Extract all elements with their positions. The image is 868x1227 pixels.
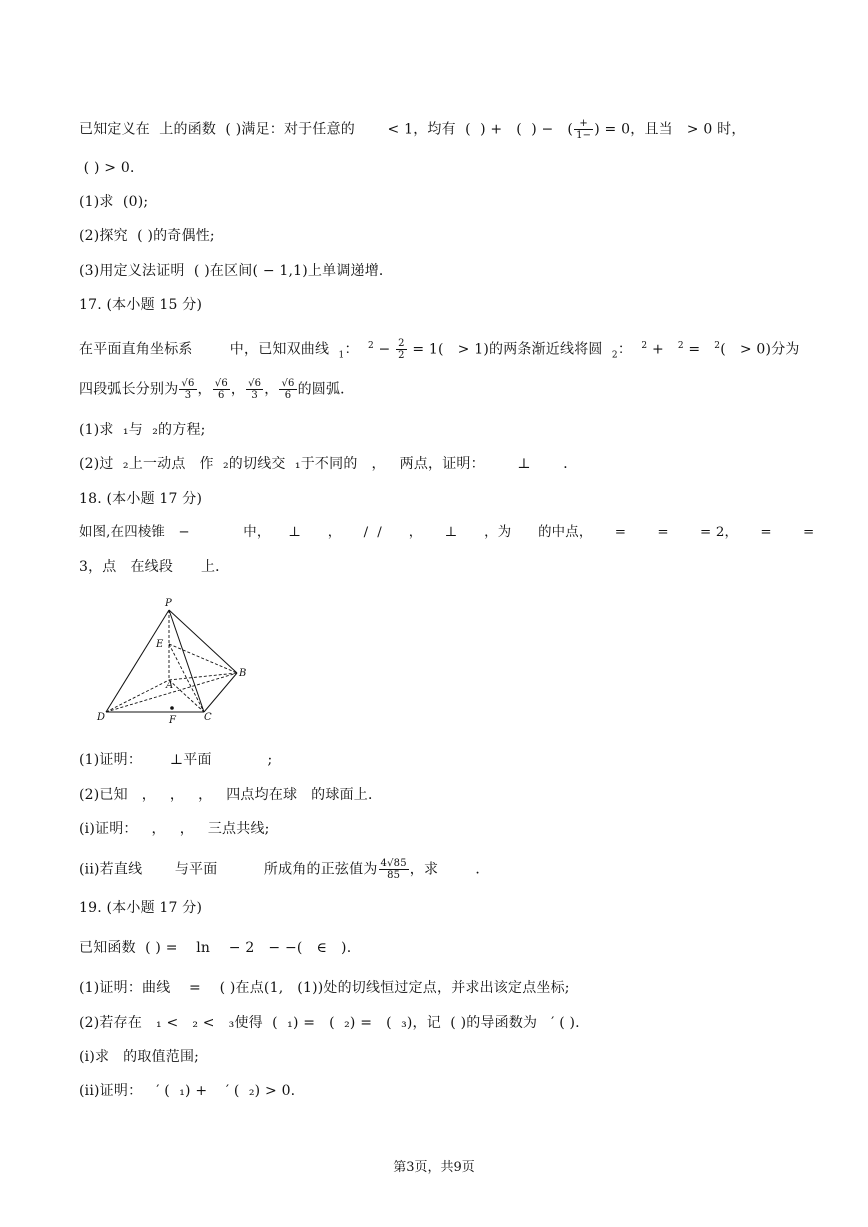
p17-line1-f: + (647, 341, 678, 358)
arc-3-num: √6 (248, 378, 262, 389)
p17-arc-fraction-1 (179, 378, 196, 401)
p19-question-1: (1)证明：曲线 = ( )在点(1, (1))处的切线恒过定点，并求出该定点坐标; (79, 980, 570, 996)
pyramid-figure (92, 596, 252, 731)
p17-line1 (79, 336, 800, 365)
p17-sup-3: 2 (677, 341, 684, 351)
p17-line1-e: ： (617, 341, 642, 358)
p16-fraction (574, 118, 593, 141)
p16-question-2: (2)探究 ( )的奇偶性; (79, 228, 215, 244)
p17-line1-g: = (683, 341, 715, 358)
p18-fraction (379, 858, 409, 881)
p16-line1 (79, 118, 746, 141)
p17-line2 (79, 378, 354, 401)
p17-line2-a: 四段弧长分别为 (79, 381, 179, 398)
p19-question-2: (2)若存在 ₁ < ₂ < ₃使得 ( ₁) = ( ₂) = ( ₃)，记 ( )的导函数为 ′ ( ). (79, 1015, 580, 1031)
p19-header: 19. (本小题 17 分) (79, 900, 203, 916)
p19-question-2i: (i)求 的取值范围; (79, 1049, 200, 1065)
p17-line1-a: 在平面直角坐标系 中，已知双曲线 (79, 341, 339, 358)
label-c: C (204, 712, 212, 723)
p18-question-2i: (i)证明： ， ， 三点共线; (79, 821, 270, 837)
p17-header: 17. (本小题 15 分) (79, 297, 203, 313)
p18-line2: 3，点 在线段 上． (79, 559, 230, 575)
arc-4-den: 6 (284, 390, 292, 401)
line-eb (169, 644, 237, 673)
p17-arc-fraction-3 (246, 378, 263, 401)
comma: ， (264, 381, 279, 398)
p18-qii-b: ，求 ． (409, 861, 490, 878)
p16-fraction-numerator: + (574, 118, 593, 130)
p17-sup-4: 2 (714, 341, 721, 351)
p16-question-3: (3)用定义法证明 ( )在区间( − 1,1)上单调递增． (79, 263, 394, 279)
p18-header: 18. (本小题 17 分) (79, 491, 203, 507)
comma: ， (230, 381, 246, 398)
p17-line2-b: 的圆弧． (297, 381, 355, 398)
diag-db (106, 673, 237, 712)
p16-line1-text-b: ) = 0，且当 > 0 时， (594, 121, 746, 138)
arc-3-den: 3 (251, 390, 258, 401)
p17-sup-1: 2 (367, 341, 374, 351)
p17-fraction-denominator: 2 (398, 350, 405, 362)
p18-question-2ii (79, 858, 490, 881)
edge-cb (204, 673, 237, 712)
p17-arc-fraction-2 (213, 378, 230, 401)
p18-qii-a: (ii)若直线 与平面 所成角的正弦值为 (79, 861, 378, 878)
point-f-dot (170, 706, 174, 710)
comma: ， (197, 381, 212, 398)
p17-line1-h: ( > 0)分为 (720, 341, 800, 358)
p17-line1-d: = 1( > 1)的两条渐近线将圆 (407, 341, 612, 358)
label-e: E (156, 639, 164, 650)
p18-question-2: (2)已知 ， ， ， 四点均在球 的球面上． (79, 787, 383, 803)
arc-1-num: √6 (181, 378, 195, 389)
p17-fraction-numerator: 2 (398, 338, 405, 350)
p16-line1-text-a: 已知定义在 上的函数 ( )满足：对于任意的 < 1，均有 ( ) + ( ) − ( (79, 121, 574, 138)
label-b: B (239, 668, 247, 679)
p17-sub-2: 2 (611, 350, 618, 361)
p16-line2: ( ) > 0． (79, 160, 145, 176)
p17-sub-1: 1 (338, 350, 345, 361)
p17-sup-2: 2 (641, 341, 648, 351)
label-d: D (97, 712, 106, 723)
p17-line1-c: − (373, 341, 396, 358)
p17-line1-b: ： (344, 341, 368, 358)
edge-pd (106, 610, 169, 712)
p19-line1: 已知函数 ( ) = ln − 2 − −( ∈ ). (79, 940, 352, 956)
p17-fraction (396, 338, 407, 361)
p18-fraction-denominator: 85 (387, 870, 401, 881)
p18-line1: 如图,在四棱锥 − 中， ⊥ ， / / ， ⊥ ，为 的中点， = = = 2， = = (79, 525, 815, 540)
label-a: A (166, 680, 174, 691)
arc-2-num: √6 (214, 378, 228, 389)
arc-4-num: √6 (281, 378, 295, 389)
p17-question-1: (1)求 ₁与 ₂的方程; (79, 422, 206, 438)
p18-question-1: (1)证明： ⊥平面 ; (79, 752, 273, 768)
label-p: P (165, 598, 172, 609)
label-f: F (169, 715, 176, 726)
page-footer: 第3页，共9页 (393, 1160, 475, 1175)
p16-question-1: (1)求 (0); (79, 194, 149, 210)
edge-pc (169, 610, 204, 712)
p18-fraction-numerator: 4√85 (380, 858, 407, 869)
p17-arc-fraction-4 (279, 378, 296, 401)
arc-1-den: 3 (184, 390, 192, 401)
p19-question-2ii: (ii)证明： ′ ( ₁) + ′ ( ₂) > 0. (79, 1083, 296, 1099)
p16-fraction-denominator: 1− (576, 130, 592, 141)
arc-2-den: 6 (218, 390, 225, 401)
p17-question-2: (2)过 ₂上一动点 作 ₂的切线交 ₁于不同的 ， 两点，证明： ⊥ ． (79, 456, 578, 472)
